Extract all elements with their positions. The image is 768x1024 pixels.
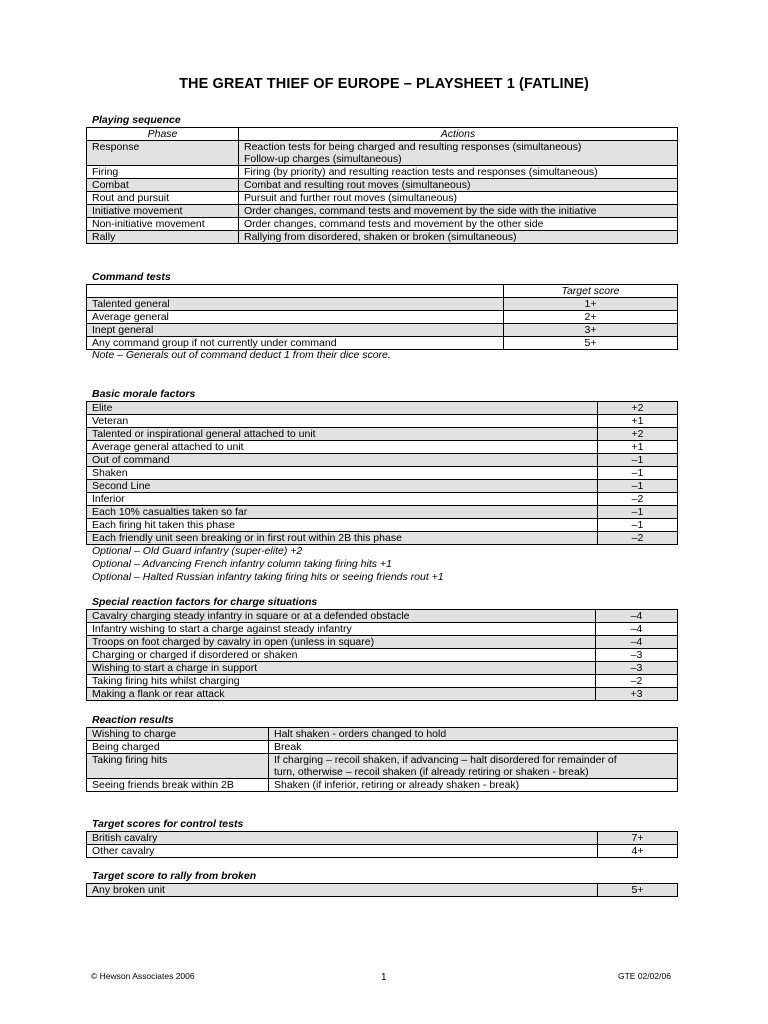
- value-cell: –1: [598, 467, 678, 480]
- actions-cell: Order changes, command tests and movement by the side with the initiative: [239, 205, 678, 218]
- label-cell: Second Line: [87, 480, 598, 493]
- label-cell: Cavalry charging steady infantry in square or at a defended obstacle: [87, 610, 596, 623]
- column-header-target-score: Target score: [504, 285, 678, 298]
- label-cell: Elite: [87, 402, 598, 415]
- value-cell: –1: [598, 454, 678, 467]
- table-row: [87, 779, 678, 792]
- value-cell: –4: [596, 636, 678, 649]
- table-row: [87, 311, 678, 324]
- table-row: [87, 741, 678, 754]
- basic-morale-heading: Basic morale factors: [92, 388, 196, 400]
- table-row: [87, 675, 678, 688]
- value-cell: –3: [596, 649, 678, 662]
- value-cell: 1+: [504, 298, 678, 311]
- table-row: [87, 532, 678, 545]
- result-cell: Break: [269, 741, 678, 754]
- table-row: [87, 623, 678, 636]
- table-row: [87, 337, 678, 350]
- table-row: [87, 754, 678, 779]
- phase-cell: Firing: [87, 166, 239, 179]
- result-cell: Halt shaken - orders changed to hold: [269, 728, 678, 741]
- value-cell: +3: [596, 688, 678, 701]
- phase-cell: Initiative movement: [87, 205, 239, 218]
- reaction-results-heading: Reaction results: [92, 714, 174, 726]
- label-cell: Talented or inspirational general attached to unit: [87, 428, 598, 441]
- label-cell: Each friendly unit seen breaking or in first rout within 2B this phase: [87, 532, 598, 545]
- label-cell: Inept general: [87, 324, 504, 337]
- value-cell: 5+: [504, 337, 678, 350]
- label-cell: Average general: [87, 311, 504, 324]
- value-cell: +2: [598, 402, 678, 415]
- page-number: 1: [381, 972, 387, 983]
- label-cell: Any command group if not currently under command: [87, 337, 504, 350]
- playing-sequence-heading: Playing sequence: [92, 114, 181, 126]
- label-cell: Average general attached to unit: [87, 441, 598, 454]
- table-row: [87, 402, 678, 415]
- label-cell: Making a flank or rear attack: [87, 688, 596, 701]
- table-row: [87, 728, 678, 741]
- table-row: [87, 467, 678, 480]
- table-row: [87, 141, 678, 166]
- table-header-row: [87, 285, 678, 298]
- value-cell: 2+: [504, 311, 678, 324]
- value-cell: 7+: [598, 832, 678, 845]
- label-cell: Wishing to start a charge in support: [87, 662, 596, 675]
- label-cell: Other cavalry: [87, 845, 598, 858]
- table-row: [87, 480, 678, 493]
- playing-sequence-table: [86, 127, 678, 244]
- page-title: THE GREAT THIEF OF EUROPE – PLAYSHEET 1 (FATLINE): [179, 76, 589, 92]
- value-cell: –1: [598, 519, 678, 532]
- result-line: If charging – recoil shaken, if advancing – halt disordered for remainder of: [274, 754, 617, 766]
- value-cell: –4: [596, 610, 678, 623]
- value-cell: –2: [598, 493, 678, 506]
- optional-note: Optional – Advancing French infantry column taking firing hits +1: [92, 558, 392, 570]
- optional-note: Optional – Halted Russian infantry taking firing hits or seeing friends rout +1: [92, 571, 444, 583]
- table-row: [87, 884, 678, 897]
- actions-cell: Combat and resulting rout moves (simultaneous): [239, 179, 678, 192]
- actions-cell: Pursuit and further rout moves (simultaneous): [239, 192, 678, 205]
- label-cell: Charging or charged if disordered or shaken: [87, 649, 596, 662]
- table-row: [87, 506, 678, 519]
- value-cell: +1: [598, 415, 678, 428]
- rally-heading: Target score to rally from broken: [92, 870, 257, 882]
- footer-copyright: © Hewson Associates 2006: [91, 971, 195, 981]
- phase-cell: Response: [87, 141, 239, 166]
- table-row: [87, 662, 678, 675]
- value-cell: 5+: [598, 884, 678, 897]
- table-row: [87, 688, 678, 701]
- value-cell: –2: [598, 532, 678, 545]
- actions-cell: Rallying from disordered, shaken or broken (simultaneous): [239, 231, 678, 244]
- label-cell: British cavalry: [87, 832, 598, 845]
- table-row: [87, 415, 678, 428]
- table-header-row: [87, 128, 678, 141]
- action-line: Reaction tests for being charged and resulting responses (simultaneous): [244, 141, 582, 153]
- label-cell: Taking firing hits whilst charging: [87, 675, 596, 688]
- actions-cell: [239, 141, 678, 166]
- rally-table: [86, 883, 678, 897]
- label-cell: Seeing friends break within 2B: [87, 779, 269, 792]
- table-row: [87, 166, 678, 179]
- table-row: [87, 636, 678, 649]
- phase-cell: Non-initiative movement: [87, 218, 239, 231]
- special-reaction-table: [86, 609, 678, 701]
- table-row: [87, 519, 678, 532]
- table-row: [87, 298, 678, 311]
- optional-note: Optional – Old Guard infantry (super-elite) +2: [92, 545, 303, 557]
- table-row: [87, 179, 678, 192]
- phase-cell: Combat: [87, 179, 239, 192]
- command-tests-table: [86, 284, 678, 350]
- morale-notes: [92, 545, 444, 584]
- value-cell: –1: [598, 506, 678, 519]
- result-line: turn, otherwise – recoil shaken (if already retiring or shaken - break): [274, 766, 589, 778]
- table-row: [87, 441, 678, 454]
- control-tests-table: [86, 831, 678, 858]
- label-cell: Each firing hit taken this phase: [87, 519, 598, 532]
- value-cell: –2: [596, 675, 678, 688]
- reaction-results-table: [86, 727, 678, 792]
- actions-cell: Firing (by priority) and resulting reaction tests and responses (simultaneous): [239, 166, 678, 179]
- result-cell: Shaken (if inferior, retiring or already shaken - break): [269, 779, 678, 792]
- command-tests-heading: Command tests: [92, 271, 171, 283]
- command-note: Note – Generals out of command deduct 1 from their dice score.: [92, 349, 391, 361]
- label-cell: Any broken unit: [87, 884, 598, 897]
- table-row: [87, 845, 678, 858]
- result-cell: [269, 754, 678, 779]
- table-row: [87, 205, 678, 218]
- table-row: [87, 649, 678, 662]
- special-reaction-heading: Special reaction factors for charge situations: [92, 596, 318, 608]
- control-tests-heading: Target scores for control tests: [92, 818, 244, 830]
- value-cell: 3+: [504, 324, 678, 337]
- footer-date: GTE 02/02/06: [618, 971, 671, 981]
- phase-cell: Rout and pursuit: [87, 192, 239, 205]
- label-cell: Troops on foot charged by cavalry in open (unless in square): [87, 636, 596, 649]
- column-header-actions: Actions: [239, 128, 678, 141]
- table-row: [87, 218, 678, 231]
- value-cell: –3: [596, 662, 678, 675]
- table-row: [87, 231, 678, 244]
- label-cell: Taking firing hits: [87, 754, 269, 779]
- table-row: [87, 428, 678, 441]
- label-cell: Shaken: [87, 467, 598, 480]
- action-line: Follow-up charges (simultaneous): [244, 153, 402, 165]
- value-cell: +1: [598, 441, 678, 454]
- basic-morale-table: [86, 401, 678, 545]
- label-cell: Wishing to charge: [87, 728, 269, 741]
- table-row: [87, 493, 678, 506]
- table-row: [87, 324, 678, 337]
- label-cell: Each 10% casualties taken so far: [87, 506, 598, 519]
- actions-cell: Order changes, command tests and movement by the other side: [239, 218, 678, 231]
- label-cell: Inferior: [87, 493, 598, 506]
- column-header-phase: Phase: [87, 128, 239, 141]
- value-cell: –1: [598, 480, 678, 493]
- phase-cell: Rally: [87, 231, 239, 244]
- label-cell: Talented general: [87, 298, 504, 311]
- table-row: [87, 454, 678, 467]
- label-cell: Infantry wishing to start a charge against steady infantry: [87, 623, 596, 636]
- value-cell: +2: [598, 428, 678, 441]
- label-cell: Veteran: [87, 415, 598, 428]
- blank-header-cell: [87, 285, 504, 298]
- table-row: [87, 192, 678, 205]
- table-row: [87, 610, 678, 623]
- label-cell: Out of command: [87, 454, 598, 467]
- label-cell: Being charged: [87, 741, 269, 754]
- value-cell: 4+: [598, 845, 678, 858]
- table-row: [87, 832, 678, 845]
- value-cell: –4: [596, 623, 678, 636]
